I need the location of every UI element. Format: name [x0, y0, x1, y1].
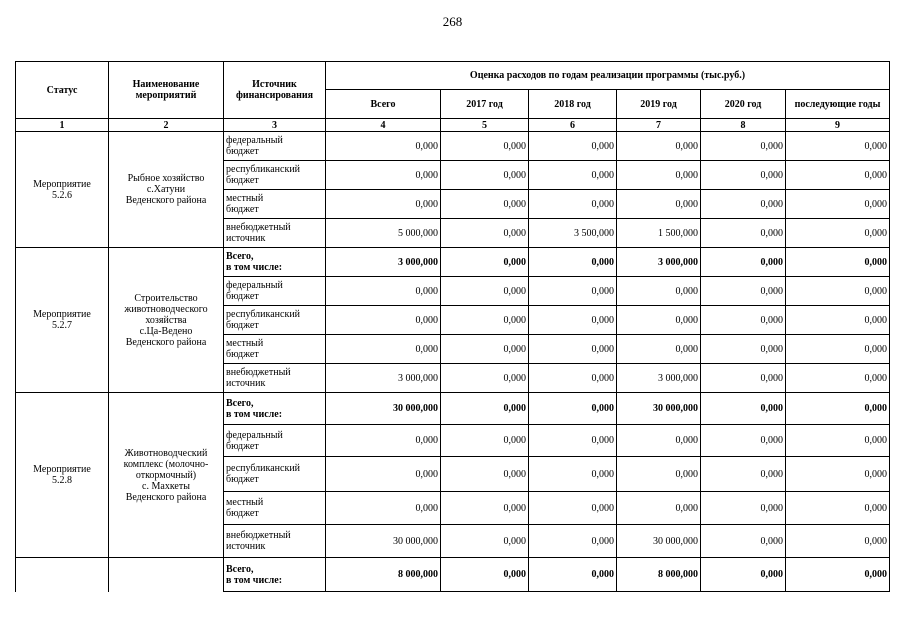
source-label: федеральный [226, 135, 283, 146]
source-label: источник [226, 541, 266, 552]
source-label: источник [226, 233, 266, 244]
source-label: Всего, [226, 251, 254, 262]
measure-name [109, 393, 224, 558]
value-cell: 0,000 [701, 277, 786, 306]
value-cell: 0,000 [786, 190, 890, 219]
measure-name-line: с.Хатуни [146, 184, 186, 195]
table-row-total [16, 393, 890, 425]
value-cell: 8 000,000 [326, 558, 441, 592]
measure-name [109, 132, 224, 248]
value-cell: 0,000 [786, 335, 890, 364]
measure-name-line: Животноводческий [124, 447, 208, 459]
source-label: местный [226, 497, 264, 508]
source-label: в том числе: [226, 574, 283, 586]
measure-name-line: Рыбное хозяйство [127, 173, 205, 184]
source-label: бюджет [226, 146, 259, 157]
source-label: бюджет [226, 320, 259, 331]
status-code: 5.2.6 [52, 189, 72, 201]
value-cell: 0,000 [441, 364, 529, 393]
value-cell: 0,000 [617, 306, 701, 335]
header-name-line: мероприятий [135, 90, 197, 101]
value-cell: 0,000 [441, 132, 529, 161]
value-cell: 0,000 [326, 492, 441, 525]
source-label: федеральный [226, 429, 283, 441]
col-number: 9 [786, 119, 890, 132]
value-cell: 0,000 [701, 335, 786, 364]
header-source-line: финансирования [235, 90, 314, 101]
source-label: федеральный [226, 280, 283, 291]
source-cell [224, 161, 326, 190]
value-cell: 0,000 [441, 161, 529, 190]
value-cell: 0,000 [617, 457, 701, 492]
value-cell: 30 000,000 [326, 393, 441, 425]
value-cell: 0,000 [701, 190, 786, 219]
source-label: бюджет [226, 440, 259, 452]
source-cell [224, 525, 326, 558]
header-2018: 2018 год [529, 90, 617, 119]
value-cell: 0,000 [701, 364, 786, 393]
value-cell: 0,000 [617, 492, 701, 525]
status-code: 5.2.8 [52, 475, 72, 486]
value-cell: 0,000 [441, 248, 529, 277]
value-cell: 0,000 [441, 219, 529, 248]
value-cell: 0,000 [326, 132, 441, 161]
page-number: 268 [442, 14, 463, 29]
column-number-row [16, 119, 890, 132]
value-cell: 0,000 [786, 219, 890, 248]
status-label: Мероприятие [33, 178, 91, 190]
header-later: последующие годы [786, 90, 890, 119]
value-cell: 0,000 [617, 132, 701, 161]
source-cell-total [224, 393, 326, 425]
header-row [16, 62, 890, 90]
measure-name [109, 558, 224, 592]
value-cell: 0,000 [701, 219, 786, 248]
value-cell: 0,000 [529, 492, 617, 525]
measure-name-line: комплекс (молочно- [123, 458, 209, 470]
source-cell [224, 306, 326, 335]
source-label: внебюджетный [226, 367, 291, 378]
col-number: 6 [529, 119, 617, 132]
source-label: бюджет [226, 291, 259, 302]
value-cell: 0,000 [529, 306, 617, 335]
value-cell: 0,000 [441, 558, 529, 592]
col-number: 5 [441, 119, 529, 132]
status-cell [16, 132, 109, 248]
value-cell: 0,000 [786, 306, 890, 335]
source-label: внебюджетный [226, 222, 291, 233]
value-cell: 0,000 [529, 558, 617, 592]
col-number: 2 [109, 119, 224, 132]
value-cell: 0,000 [441, 190, 529, 219]
header-source [224, 62, 326, 119]
value-cell: 0,000 [617, 161, 701, 190]
source-label: бюджет [226, 349, 259, 360]
header-2020: 2020 год [701, 90, 786, 119]
value-cell: 0,000 [701, 132, 786, 161]
value-cell: 0,000 [529, 161, 617, 190]
value-cell: 0,000 [786, 364, 890, 393]
value-cell: 0,000 [701, 457, 786, 492]
value-cell: 0,000 [701, 492, 786, 525]
source-label: бюджет [226, 508, 259, 519]
value-cell: 3 000,000 [617, 248, 701, 277]
value-cell: 1 500,000 [617, 219, 701, 248]
value-cell: 0,000 [786, 492, 890, 525]
source-label: бюджет [226, 204, 259, 215]
source-label: источник [226, 378, 266, 389]
measure-name [109, 248, 224, 393]
source-label: республиканский [226, 463, 301, 474]
value-cell: 0,000 [529, 132, 617, 161]
source-label: Всего, [226, 563, 254, 575]
source-cell [224, 457, 326, 492]
col-number: 4 [326, 119, 441, 132]
status-cell [16, 558, 109, 592]
source-label: местный [226, 193, 264, 204]
measure-name-line: животноводческого [124, 303, 208, 315]
budget-table [15, 61, 890, 592]
value-cell: 3 000,000 [326, 364, 441, 393]
value-cell: 0,000 [701, 558, 786, 592]
source-cell [224, 492, 326, 525]
value-cell: 0,000 [326, 335, 441, 364]
header-source-line: Источник [252, 79, 297, 90]
col-number: 8 [701, 119, 786, 132]
value-cell: 0,000 [786, 393, 890, 425]
source-cell [224, 335, 326, 364]
source-label: в том числе: [226, 408, 283, 420]
source-cell [224, 132, 326, 161]
status-cell [16, 393, 109, 558]
value-cell: 0,000 [786, 457, 890, 492]
value-cell: 0,000 [701, 425, 786, 457]
measure-name-line: Строительство [134, 292, 198, 304]
source-cell [224, 425, 326, 457]
source-label: внебюджетный [226, 530, 291, 541]
source-cell [224, 364, 326, 393]
value-cell: 0,000 [701, 393, 786, 425]
status-label: Мероприятие [33, 309, 91, 320]
measure-name-line: хозяйства [145, 314, 187, 326]
value-cell: 0,000 [326, 306, 441, 335]
value-cell: 0,000 [441, 425, 529, 457]
measure-name-line: Веденского района [125, 336, 207, 348]
col-number: 3 [224, 119, 326, 132]
value-cell: 3 000,000 [617, 364, 701, 393]
source-label: бюджет [226, 175, 259, 186]
source-cell [224, 219, 326, 248]
value-cell: 0,000 [441, 525, 529, 558]
measure-name-line: с. Махкеты [142, 480, 190, 492]
value-cell: 0,000 [441, 277, 529, 306]
source-label: Всего, [226, 397, 254, 409]
value-cell: 0,000 [529, 248, 617, 277]
value-cell: 0,000 [786, 132, 890, 161]
value-cell: 5 000,000 [326, 219, 441, 248]
value-cell: 0,000 [701, 525, 786, 558]
value-cell: 0,000 [441, 393, 529, 425]
table-row-total [16, 248, 890, 277]
value-cell: 3 500,000 [529, 219, 617, 248]
header-2019: 2019 год [617, 90, 701, 119]
source-label: в том числе: [226, 262, 283, 273]
measure-name-line: с.Ца-Ведено [139, 325, 193, 337]
value-cell: 0,000 [529, 190, 617, 219]
value-cell: 0,000 [326, 190, 441, 219]
value-cell: 0,000 [326, 277, 441, 306]
value-cell: 0,000 [786, 525, 890, 558]
source-label: республиканский [226, 164, 301, 175]
value-cell: 0,000 [701, 161, 786, 190]
header-estimate: Оценка расходов по годам реализации программы (тыс.руб.) [326, 62, 890, 90]
col-number: 1 [16, 119, 109, 132]
status-cell [16, 248, 109, 393]
measure-name-line: Веденского района [125, 195, 207, 206]
table-row-total [16, 558, 890, 592]
value-cell: 0,000 [529, 393, 617, 425]
value-cell: 0,000 [701, 306, 786, 335]
value-cell: 0,000 [617, 335, 701, 364]
value-cell: 0,000 [326, 425, 441, 457]
source-cell [224, 190, 326, 219]
status-label: Мероприятие [33, 464, 91, 475]
source-label: бюджет [226, 474, 259, 485]
source-cell [224, 277, 326, 306]
status-code: 5.2.7 [52, 320, 72, 331]
value-cell: 0,000 [441, 335, 529, 364]
value-cell: 0,000 [786, 248, 890, 277]
table-row [16, 132, 890, 161]
value-cell: 0,000 [617, 277, 701, 306]
value-cell: 30 000,000 [617, 525, 701, 558]
source-label: республиканский [226, 309, 301, 320]
col-number: 7 [617, 119, 701, 132]
value-cell: 0,000 [786, 558, 890, 592]
value-cell: 8 000,000 [617, 558, 701, 592]
source-label: местный [226, 338, 264, 349]
value-cell: 0,000 [786, 161, 890, 190]
value-cell: 0,000 [529, 277, 617, 306]
source-cell-total [224, 558, 326, 592]
measure-name-line: откормочный) [135, 469, 197, 481]
value-cell: 0,000 [529, 525, 617, 558]
value-cell: 0,000 [701, 248, 786, 277]
value-cell: 0,000 [786, 425, 890, 457]
value-cell: 30 000,000 [617, 393, 701, 425]
value-cell: 0,000 [617, 190, 701, 219]
value-cell: 0,000 [326, 457, 441, 492]
value-cell: 0,000 [441, 492, 529, 525]
source-cell-total [224, 248, 326, 277]
value-cell: 0,000 [441, 457, 529, 492]
value-cell: 0,000 [326, 161, 441, 190]
value-cell: 0,000 [529, 335, 617, 364]
header-total: Всего [326, 90, 441, 119]
measure-name-line: Веденского района [125, 491, 207, 503]
value-cell: 0,000 [786, 277, 890, 306]
header-2017: 2017 год [441, 90, 529, 119]
header-status: Статус [16, 62, 109, 119]
value-cell: 30 000,000 [326, 525, 441, 558]
value-cell: 0,000 [617, 425, 701, 457]
value-cell: 0,000 [529, 364, 617, 393]
value-cell: 0,000 [529, 425, 617, 457]
value-cell: 0,000 [441, 306, 529, 335]
value-cell: 0,000 [529, 457, 617, 492]
header-name-line: Наименование [132, 79, 200, 90]
header-name [109, 62, 224, 119]
value-cell: 3 000,000 [326, 248, 441, 277]
